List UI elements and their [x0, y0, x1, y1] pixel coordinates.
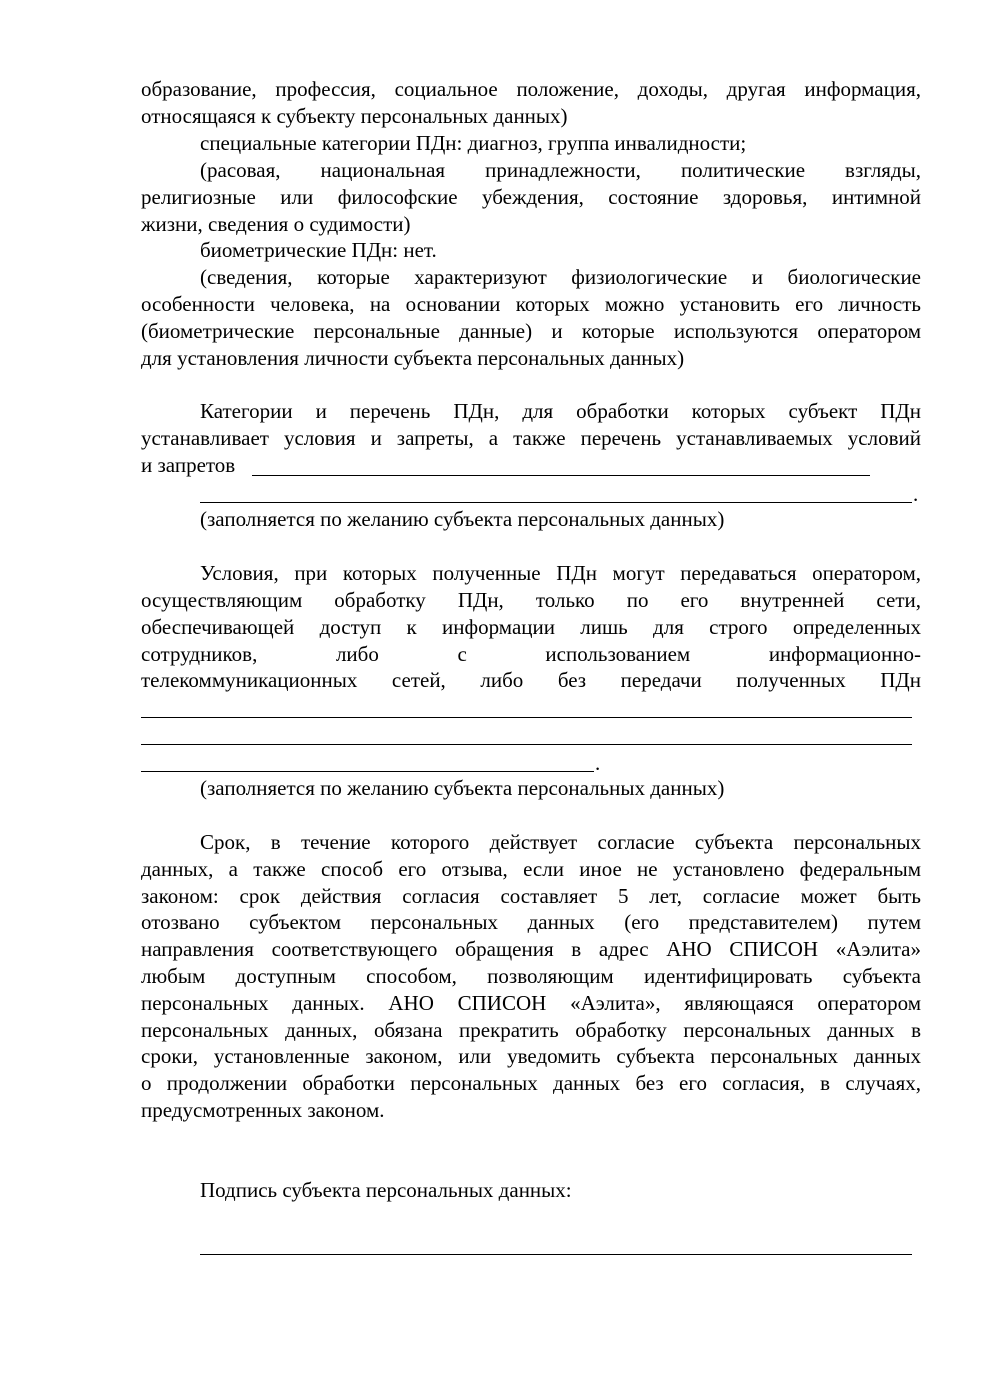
text-line: отозвано субъектом персональных данных (его представителем) путем: [141, 910, 921, 934]
text-line: осуществляющим обработку ПДн, только по его внутренней сети,: [141, 588, 921, 612]
text-line: законом: срок действия согласия составляет 5 лет, согласие может быть: [141, 884, 921, 908]
text-line: жизни, сведения о судимости): [141, 212, 411, 236]
text-line: биометрические ПДн: нет.: [200, 238, 437, 262]
text-line: Категории и перечень ПДн, для обработки которых субъект ПДн: [200, 399, 921, 423]
text-line: специальные категории ПДн: диагноз, группа инвалидности;: [200, 131, 747, 155]
text-line: персональных данных, обязана прекратить обработку персональных данных в: [141, 1018, 921, 1042]
text-line: для установления личности субъекта персональных данных): [141, 346, 685, 370]
signature-label: Подпись субъекта персональных данных:: [200, 1178, 572, 1202]
hint-text: (заполняется по желанию субъекта персональных данных): [200, 776, 725, 800]
signature-line[interactable]: [200, 1254, 912, 1255]
text-line: религиозные или философские убеждения, состояние здоровья, интимной: [141, 185, 921, 209]
text-line: данных, а также способ его отзыва, если иное не установлено федеральным: [141, 857, 921, 881]
text-line: направления соответствующего обращения в адрес АНО СПИСОН «Аэлита»: [141, 937, 921, 961]
period: .: [595, 751, 601, 775]
restrictions-fill-line-2[interactable]: [200, 502, 912, 503]
text-line: телекоммуникационных сетей, либо без передачи полученных ПДн: [141, 668, 921, 692]
text-line: устанавливает условия и запреты, а также перечень устанавливаемых условий: [141, 426, 921, 450]
hint-text: (заполняется по желанию субъекта персональных данных): [200, 507, 725, 531]
text-line: (сведения, которые характеризуют физиологические и биологические: [200, 265, 921, 289]
text-line: персональных данных. АНО СПИСОН «Аэлита», являющаяся оператором: [141, 991, 921, 1015]
text-line: и запретов: [141, 453, 236, 477]
text-line: о продолжении обработки персональных данных без его согласия, в случаях,: [141, 1071, 921, 1095]
transfer-fill-line-1[interactable]: [141, 717, 912, 718]
text-line: образование, профессия, социальное положение, доходы, другая информация,: [141, 77, 921, 101]
text-line: сроки, установленные законом, или уведомить субъекта персональных данных: [141, 1044, 921, 1068]
text-line: Условия, при которых полученные ПДн могут передаваться оператором,: [200, 561, 921, 585]
text-line: сотрудников, либо с использованием информационно-: [141, 642, 921, 666]
text-line: любым доступным способом, позволяющим идентифицировать субъекта: [141, 964, 921, 988]
text-line: предусмотренных законом.: [141, 1098, 385, 1122]
text-line: (биометрические персональные данные) и которые используются оператором: [141, 319, 921, 343]
transfer-fill-line-3[interactable]: [141, 771, 594, 772]
text-line: относящаяся к субъекту персональных данных): [141, 104, 568, 128]
restrictions-fill-line-1[interactable]: [252, 475, 870, 476]
text-line: обеспечивающей доступ к информации лишь для строго определенных: [141, 615, 921, 639]
text-line: Срок, в течение которого действует согласие субъекта персональных: [200, 830, 921, 854]
transfer-fill-line-2[interactable]: [141, 744, 912, 745]
period: .: [913, 482, 919, 506]
text-line: особенности человека, на основании которых можно установить его личность: [141, 292, 921, 316]
text-line: (расовая, национальная принадлежности, политические взгляды,: [200, 158, 921, 182]
